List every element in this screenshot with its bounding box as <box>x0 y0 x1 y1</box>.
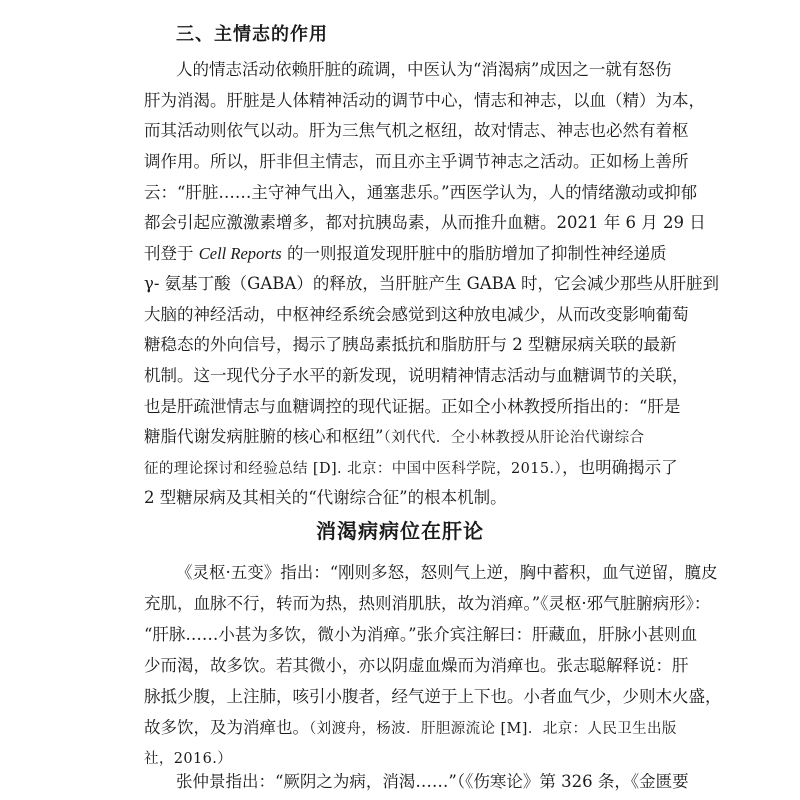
paragraph-line: 糖稳态的外向信号，揭示了胰岛素抵抗和脂肪肝与 2 型糖尿病关联的最新 <box>144 335 677 354</box>
paragraph-line <box>144 718 677 739</box>
paragraph-line: 机制。这一现代分子水平的新发现，说明精神情志活动与血糖调节的关联， <box>144 366 689 385</box>
paragraph-line: 也是肝疏泄情志与血糖调控的现代证据。正如仝小林教授所指出的：“肝是 <box>144 397 681 416</box>
paragraph-line: 调作用。所以，肝非但主情志，而且亦主乎调节神志之活动。正如杨上善所 <box>144 152 689 171</box>
text-span: 故多饮，及为消瘅也。 <box>144 718 309 737</box>
citation: （刘渡舟，杨波．肝胆源流论 [M]．北京：人民卫生出版 <box>309 721 677 737</box>
paragraph-line: 都会引起应激激素增多，都对抗胰岛素，从而推升血糖。2021 年 6 月 29 日 <box>144 213 706 232</box>
journal-name: Cell Reports <box>198 244 282 263</box>
paragraph-line <box>144 458 678 479</box>
text-span: 刊登于 <box>144 244 199 263</box>
citation: （刘代代．仝小林教授从肝论治代谢综合 <box>383 430 645 446</box>
text-span: 的一则报道发现肝脏中的脂肪增加了抑制性神经递质 <box>281 244 667 263</box>
paragraph-line: 《灵枢·五变》指出：“刚则多怒，怒则气上逆，胸中蓄积，血气逆留，臗皮 <box>176 563 718 582</box>
paragraph-line: γ- 氨基丁酸（GABA）的释放，当肝脏产生 GABA 时，它会减少那些从肝脏到 <box>144 274 719 293</box>
section-title: 消渴病病位在肝论 <box>316 519 484 543</box>
paragraph-line: 云：“肝脏……主守神气出入，通塞悲乐。”西医学认为，人的情绪激动或抑郁 <box>144 183 698 202</box>
paragraph-line <box>144 244 667 264</box>
paragraph-line: 张仲景指出：“厥阴之为病，消渴……”（《伤寒论》第 326 条，《金匮要 <box>176 772 689 791</box>
citation: 社，2016.） <box>144 751 233 767</box>
paragraph-line: 充肌，血脉不行，转而为热，热则消肌肤，故为消瘅。”《灵枢·邪气脏腑病形》： <box>144 594 711 613</box>
paragraph-line: 大脑的神经活动，中枢神经系统会感觉到这种放电减少，从而改变影响葡萄 <box>144 305 689 324</box>
paragraph-line: 肝为消渴。肝脏是人体精神活动的调节中心，情志和神志，以血（精）为本， <box>144 91 705 110</box>
paragraph-line: 少而渴，故多饮。若其微小，亦以阴虚血燥而为消瘅也。张志聪解释说：肝 <box>144 656 689 675</box>
paragraph-line: 脉抵少腹，上注肺，咳引小腹者，经气逆于上下也。小者血气少，少则木火盛， <box>144 687 722 706</box>
paragraph-line <box>144 748 664 769</box>
paragraph-line <box>144 427 664 448</box>
text-span: 糖脂代谢发病脏腑的核心和枢纽” <box>144 427 384 446</box>
paragraph-line: 2 型糖尿病及其相关的“代谢综合征”的根本机制。 <box>144 488 507 507</box>
paragraph-line: “肝脉……小甚为多饮，微小为消瘅。”张介宾注解曰：肝藏血，肝脉小甚则血 <box>144 625 698 644</box>
paragraph-line: 而其活动则依气以动。肝为三焦气机之枢纽，故对情志、神志也必然有着枢 <box>144 121 689 140</box>
text-span: ，也明确揭示了 <box>562 458 678 477</box>
citation: 征的理论探讨和经验总结 [D]. 北京：中国中医科学院，2015.） <box>144 461 563 477</box>
paragraph-line: 人的情志活动依赖肝脏的疏调，中医认为“消渴病”成因之一就有怒伤 <box>176 60 672 79</box>
section-heading: 三、主情志的作用 <box>176 24 328 45</box>
